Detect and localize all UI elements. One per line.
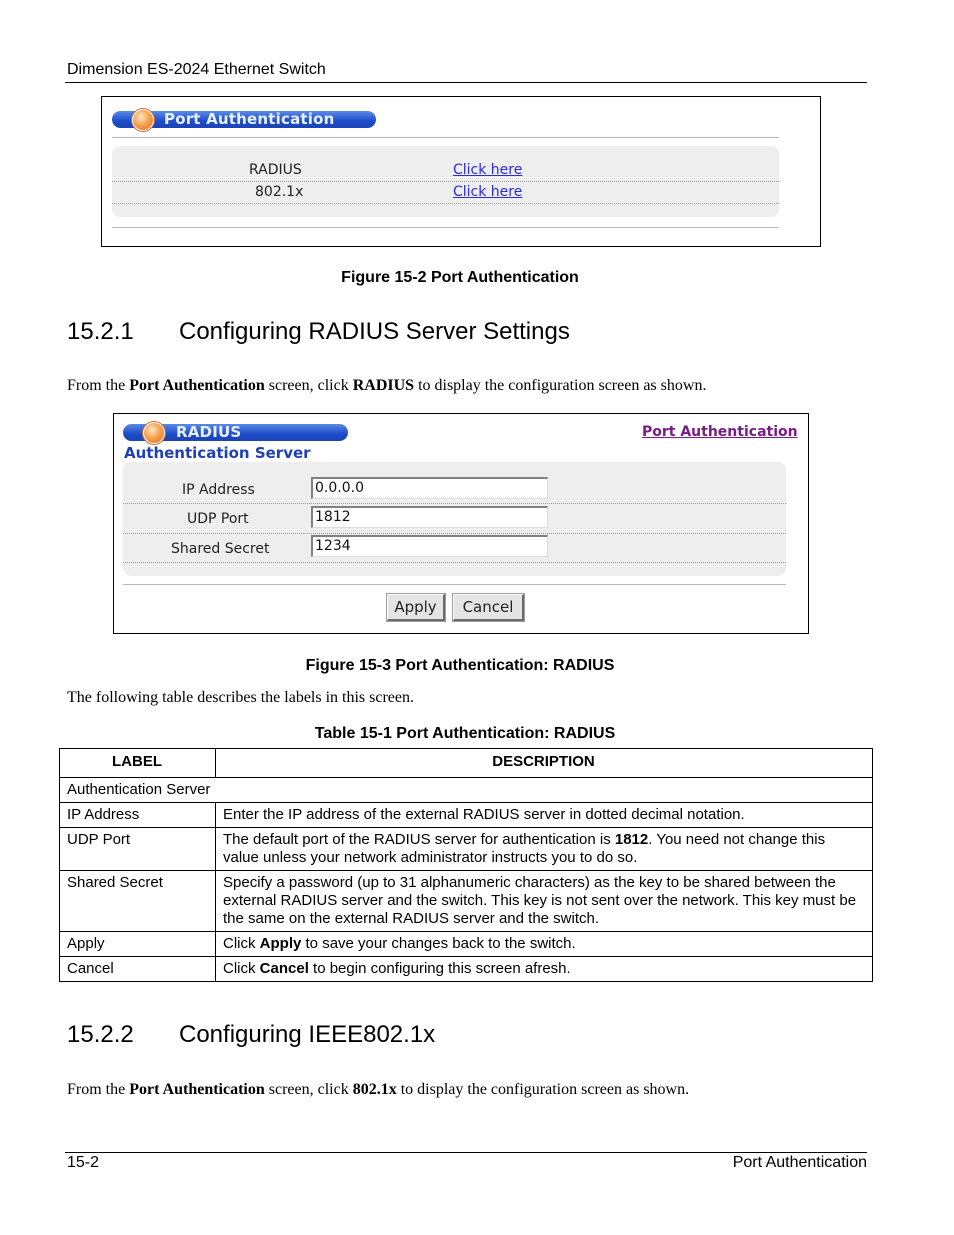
row-description: Enter the IP address of the external RADIUS server in dotted decimal notation. — [216, 803, 873, 828]
authentication-server-heading: Authentication Server — [124, 444, 311, 462]
footer-rule — [65, 1152, 867, 1153]
udp-port-field[interactable]: 1812 — [311, 506, 548, 528]
row-label: Cancel — [60, 957, 216, 982]
row-description: Specify a password (up to 31 alphanumeric characters) as the key to be shared between the external RADIUS server and the switch. This key is not sent over the network. This key must be the same on the external RADIUS server and the switch. — [216, 871, 873, 932]
divider — [112, 227, 779, 228]
divider — [112, 137, 779, 138]
row-description: Click Cancel to begin configuring this screen afresh. — [216, 957, 873, 982]
panel-title: Port Authentication — [164, 110, 335, 128]
description-table — [59, 748, 873, 982]
running-header: Dimension ES-2024 Ethernet Switch — [67, 61, 326, 78]
apply-button[interactable]: Apply — [387, 594, 445, 621]
figure-radius — [113, 413, 809, 634]
section-title: Configuring IEEE802.1x — [179, 1021, 436, 1048]
table-row — [60, 957, 873, 982]
row-description: The default port of the RADIUS server for authentication is 1812. You need not change this value unless your network administrator instructs you to do so. — [216, 828, 873, 871]
row-divider — [112, 181, 779, 182]
row-label: UDP Port — [60, 828, 216, 871]
table-row — [60, 871, 873, 932]
shared-secret-field[interactable]: 1234 — [311, 535, 548, 557]
row-divider — [123, 503, 786, 504]
row-label: IP Address — [60, 803, 216, 828]
shared-secret-label: Shared Secret — [171, 541, 270, 557]
dot1x-click-here-link[interactable]: Click here — [453, 184, 523, 200]
table-caption: Table 15-1 Port Authentication: RADIUS — [314, 725, 616, 742]
section-paragraph: From the Port Authentication screen, click 802.1x to display the configuration screen as shown. — [67, 1081, 690, 1098]
table-row — [60, 803, 873, 828]
row-label: Shared Secret — [60, 871, 216, 932]
section-paragraph: From the Port Authentication screen, click RADIUS to display the configuration screen as shown. — [67, 377, 707, 394]
group-label: Authentication Server — [60, 778, 873, 803]
orb-icon — [143, 422, 165, 444]
row-divider — [123, 533, 786, 534]
table-intro: The following table describes the labels in this screen. — [67, 689, 415, 706]
column-header-label: LABEL — [60, 749, 216, 778]
figure-caption: Figure 15-3 Port Authentication: RADIUS — [305, 657, 615, 674]
row-label: Apply — [60, 932, 216, 957]
column-header-description: DESCRIPTION — [216, 749, 873, 778]
orb-icon — [132, 109, 154, 131]
section-number: 15.2.2 — [67, 1021, 134, 1048]
dot1x-label: 802.1x — [255, 184, 304, 200]
chapter-name: Port Authentication — [732, 1154, 867, 1171]
ip-address-label: IP Address — [182, 482, 255, 498]
row-divider — [123, 562, 786, 563]
table-row — [60, 828, 873, 871]
divider — [123, 584, 786, 585]
radius-label: RADIUS — [249, 162, 302, 178]
cancel-button[interactable]: Cancel — [453, 594, 524, 621]
port-authentication-link[interactable]: Port Authentication — [642, 424, 798, 440]
page-number: 15-2 — [67, 1154, 100, 1171]
ip-address-field[interactable]: 0.0.0.0 — [311, 477, 548, 499]
row-divider — [112, 203, 779, 204]
panel-title: RADIUS — [176, 423, 242, 441]
row-description: Click Apply to save your changes back to the switch. — [216, 932, 873, 957]
table-header-row — [60, 749, 873, 778]
radius-click-here-link[interactable]: Click here — [453, 162, 523, 178]
table-group-row — [60, 778, 873, 803]
header-rule — [65, 82, 867, 83]
table-row — [60, 932, 873, 957]
figure-caption: Figure 15-2 Port Authentication — [341, 269, 579, 286]
section-number: 15.2.1 — [67, 318, 134, 345]
links-panel — [112, 146, 779, 217]
section-title: Configuring RADIUS Server Settings — [179, 318, 570, 345]
figure-port-authentication — [101, 96, 821, 247]
settings-panel — [123, 462, 786, 576]
udp-port-label: UDP Port — [187, 511, 249, 527]
